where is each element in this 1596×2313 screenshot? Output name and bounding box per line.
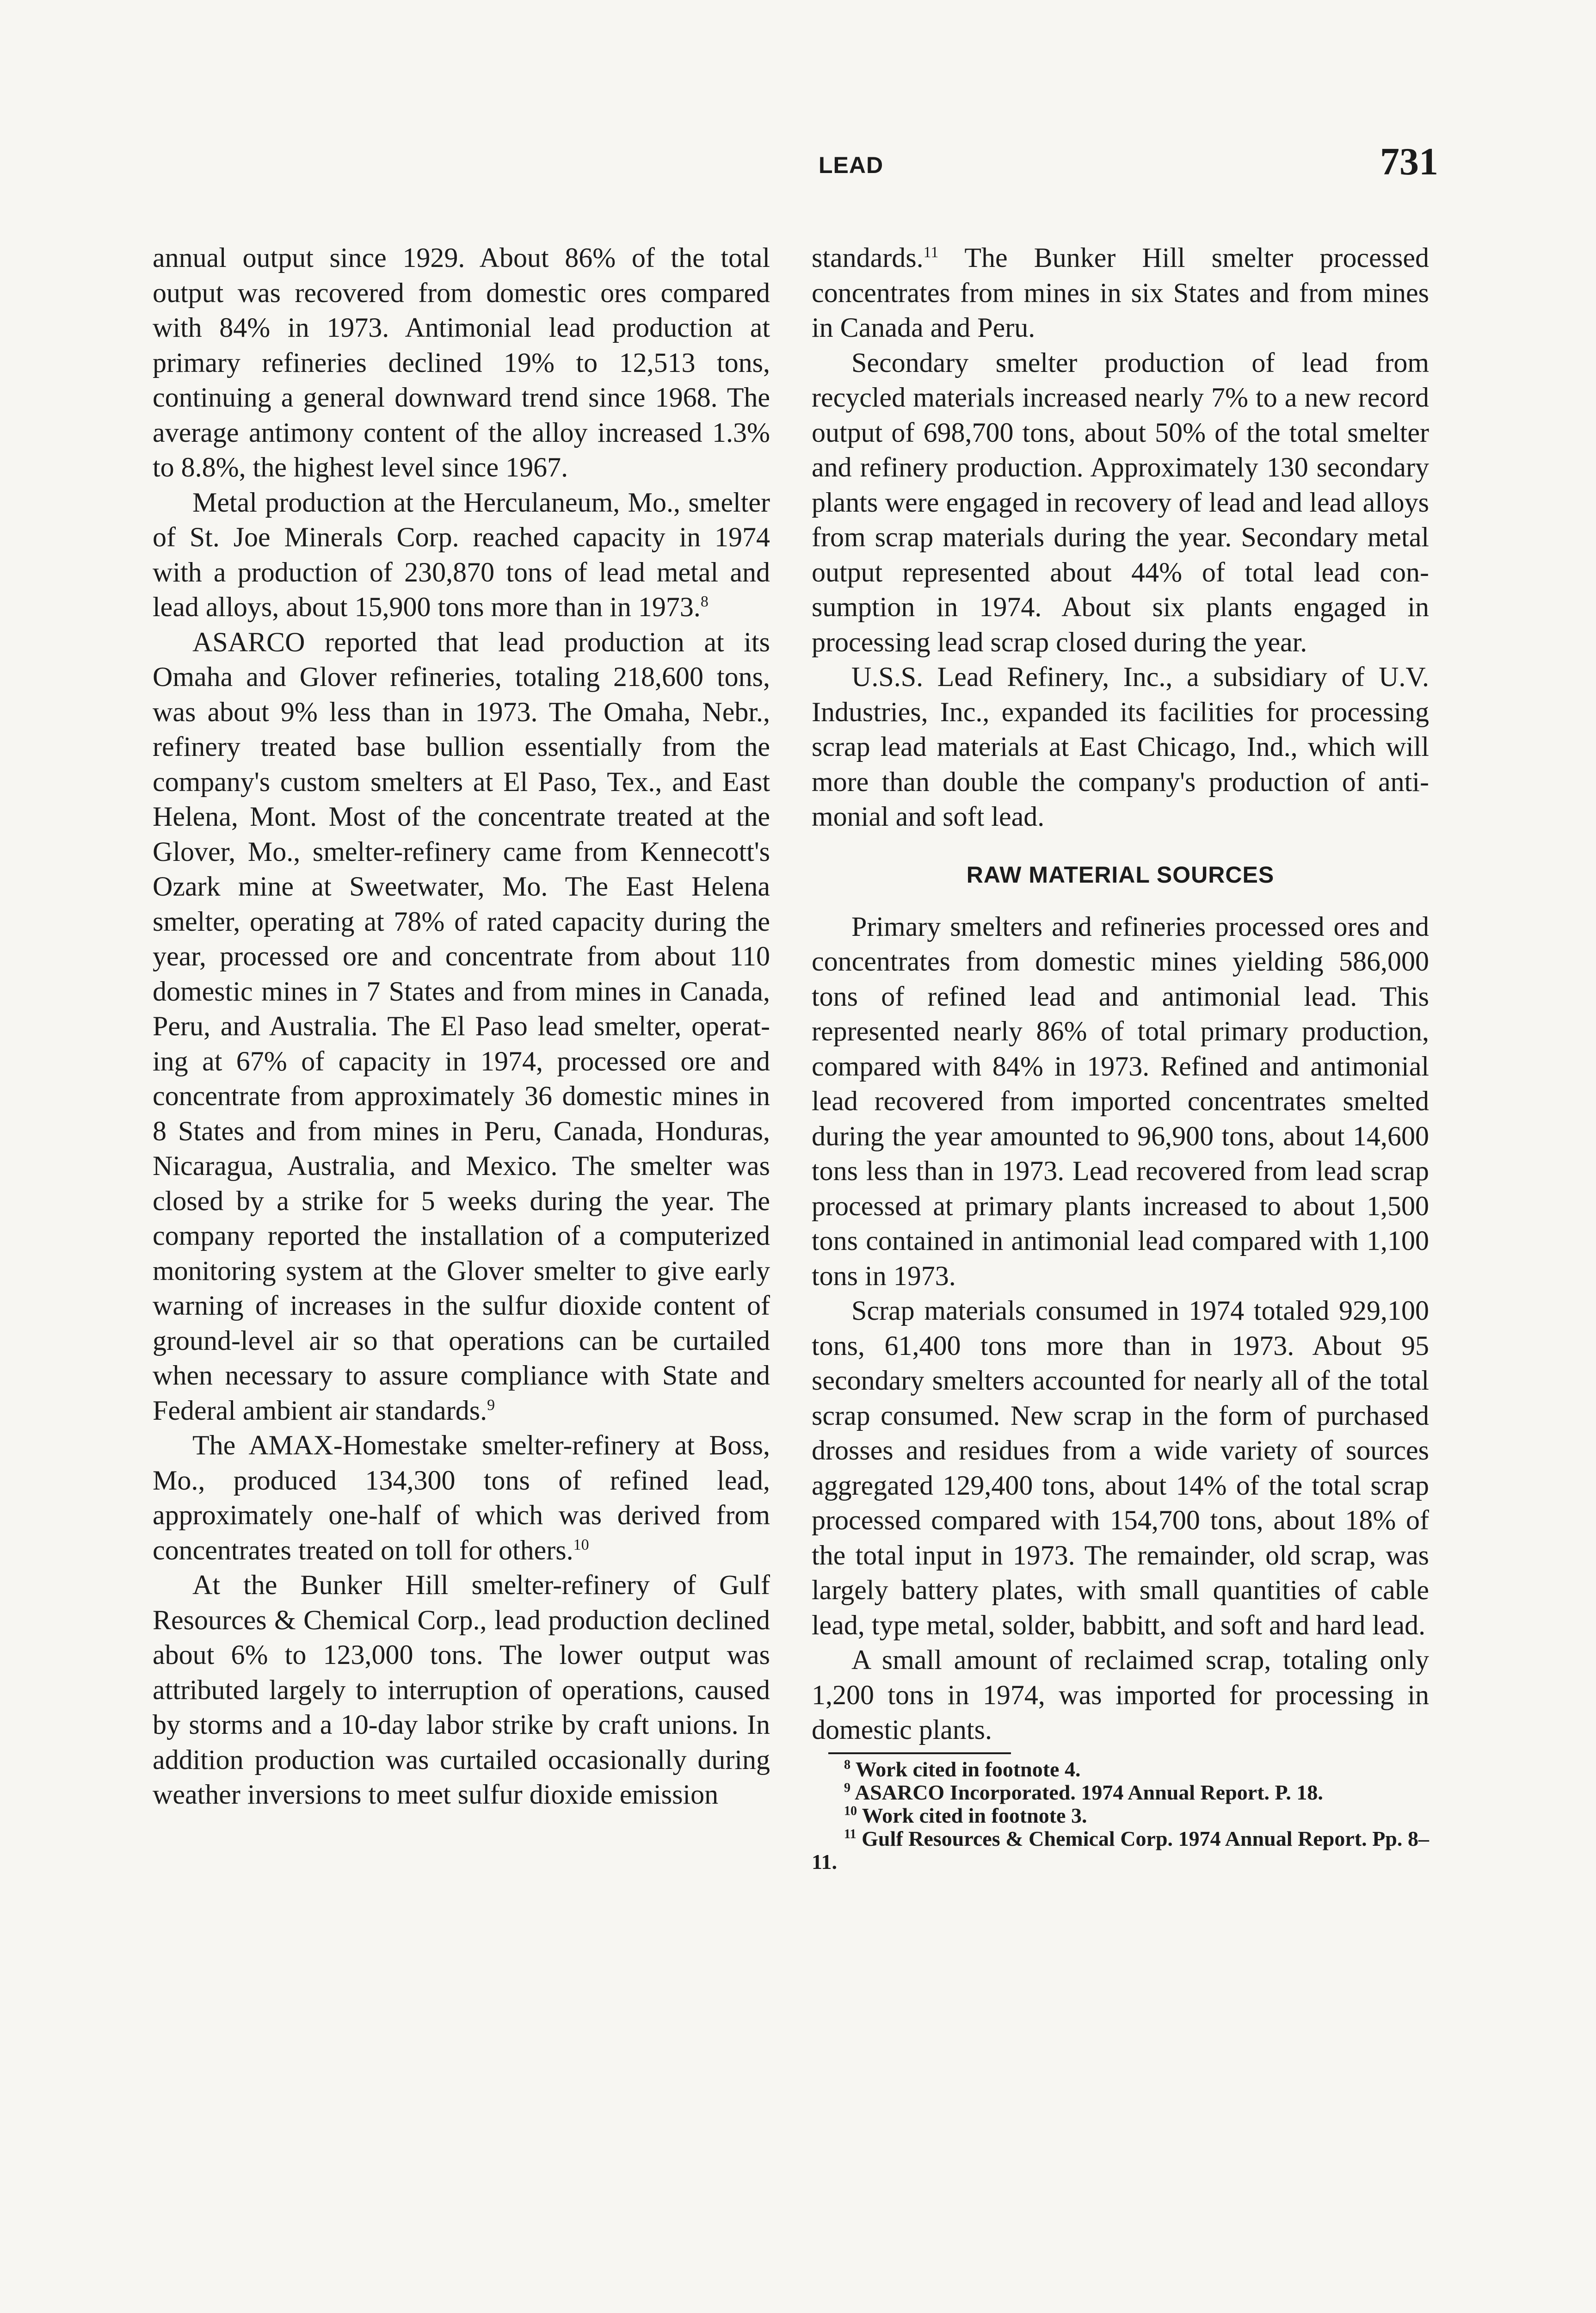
footnote bbox=[812, 1804, 1429, 1827]
page-number: 731 bbox=[1380, 140, 1438, 183]
footnote bbox=[812, 1827, 1429, 1874]
paragraph bbox=[153, 625, 770, 1429]
footnote-reference: 10 bbox=[573, 1536, 589, 1553]
footnote-number: 10 bbox=[844, 1804, 857, 1818]
paragraph: Secondary smelter production of lead from recycled materials increased nearly 7% to a new record output of 698,700 tons, about 50% of the total smelter and refinery production. Approximately 130 secondary plants were engaged in recovery of lead and lead alloys from scrap materials during the year. Secondary metal output represented about 44% of total lead consumption in 1974. About six plants engaged in processing lead scrap closed during the year. bbox=[812, 347, 1429, 657]
left-column bbox=[153, 241, 770, 1812]
footnote bbox=[812, 1758, 1429, 1781]
paragraph-text: The AMAX-Homestake smelter-refinery at Boss, Mo., produced 134,300 tons of refined lead, approximately one-half of which was derived from concentrates treated on toll for others. bbox=[153, 1430, 770, 1565]
footnote bbox=[812, 1781, 1429, 1804]
paragraph-text: Metal production at the Herculaneum, Mo., smelter of St. Joe Minerals Corp. reached capacity in 1974 with a production of 230,870 tons of lead metal and lead alloys, about 15,900 tons more than in 1973. bbox=[153, 487, 770, 622]
paragraph: Scrap materials consumed in 1974 totaled 929,100 tons, 61,400 tons more than in 1973. About 95 secondary smelters accounted for nearly all of the total scrap consumed. New scrap in the form of purchased drosses and residues from a wide variety of sources aggregated 129,400 tons, about 14% of the total scrap processed compared with 154,700 tons, about 18% of the total input in 1973. The remainder, old scrap, was largely battery plates, with small quantities of cable lead, type metal, solder, babbitt, and soft and hard lead. bbox=[812, 1295, 1429, 1640]
footnote-reference: 8 bbox=[700, 593, 709, 610]
footnote-text: Work cited in footnote 3. bbox=[862, 1803, 1087, 1827]
footnote-number: 9 bbox=[844, 1781, 850, 1795]
footnote-reference: 11 bbox=[923, 244, 939, 261]
paragraph: A small amount of reclaimed scrap, totaling only 1,200 tons in 1974, was imported for processing in domestic plants. bbox=[812, 1645, 1429, 1745]
footnote-text: Gulf Resources & Chemical Corp. 1974 Annual Report. Pp. 8–11. bbox=[812, 1826, 1429, 1874]
footnote-number: 8 bbox=[844, 1757, 850, 1772]
paragraph: annual output since 1929. About 86% of the total output was recovered from domestic ores compared with 84% in 1973. Antimonial lead production at primary refineries declined 19% to 12,513 tons, continuing a general downward trend since 1968. The average antimony content of the alloy increased 1.3% to 8.8%, the highest level since 1967. bbox=[153, 242, 770, 482]
footnote-number: 11 bbox=[844, 1827, 857, 1842]
footnotes bbox=[812, 1758, 1429, 1874]
footnote-reference: 9 bbox=[487, 1396, 495, 1414]
right-column bbox=[812, 241, 1429, 1874]
paragraph bbox=[153, 1428, 770, 1568]
paragraph bbox=[153, 485, 770, 625]
page-header bbox=[153, 134, 1438, 185]
paragraph bbox=[812, 241, 1429, 346]
footnote-divider bbox=[828, 1752, 1011, 1754]
paragraph: At the Bunker Hill smelter-refinery of Gulf Resources & Chemical Corp., lead production declined about 6% to 123,000 tons. The lower output was attributed largely to interruption of operations, caused by storms and a 10-day labor strike by craft unions. In addition production was curtailed occasionally during weather inversions to meet sulfur dioxide emission bbox=[153, 1570, 770, 1810]
paragraph-text: standards. bbox=[812, 242, 924, 273]
section-heading: RAW MATERIAL SOURCES bbox=[966, 861, 1275, 888]
paragraph-text: The Bunker Hill smelter processed concentrates from mines in six States and from mines in Canada and Peru. bbox=[812, 242, 1429, 343]
paragraph: Primary smelters and refineries processed ores and concentrates from domestic mines yielding 586,000 tons of refined lead and antimonial lead. This represented nearly 86% of total primary production, compared with 84% in 1973. Refined and antimonial lead recovered from imported concentrates smelted during the year amounted to 96,900 tons, about 14,600 tons less than in 1973. Lead recovered from lead scrap processed at primary plants increased to about 1,500 tons contained in antimonial lead compared with 1,100 tons in 1973. bbox=[812, 911, 1429, 1291]
paragraph-text: ASARCO reported that lead production at its Omaha and Glover refineries, totaling 218,600 tons, was about 9% less than in 1973. The Omaha, Nebr., refinery treated base bullion essentially from the company's custom smelters at El Paso, Tex., and East Helena, Mont. Most of the concentrate treated at the Glover, Mo., smelter-refinery came from Kennecott's Ozark mine at Sweetwater, Mo. The East Helena smelter, operating at 78% of rated capacity during the year, processed ore and concentrate from about 110 domestic mines in 7 States and from mines in Canada, Peru, and Australia. The El Paso lead smelter, operating at 67% of capacity in 1974, processed ore and concentrate from approximately 36 domestic mines in 8 States and from mines in Peru, Canada, Honduras, Nicaragua, Australia, and Mexico. The smelter was closed by a strike for 5 weeks during the year. The company reported the installation of a computerized monitoring system at the Glover smelter to give early warning of increases in the sulfur dioxide content of ground-level air so that operations can be curtailed when necessary to assure compliance with State and Federal ambient air standards. bbox=[153, 626, 770, 1426]
footnote-text: Work cited in footnote 4. bbox=[855, 1757, 1081, 1781]
paragraph: U.S.S. Lead Refinery, Inc., a subsidiary of U.V. Industries, Inc., expanded its facilities for processing scrap lead materials at East Chicago, Ind., which will more than double the company's production of antimonial and soft lead. bbox=[812, 662, 1429, 832]
footnote-text: ASARCO Incorporated. 1974 Annual Report. P. 18. bbox=[854, 1780, 1323, 1804]
running-head: LEAD bbox=[818, 152, 884, 178]
